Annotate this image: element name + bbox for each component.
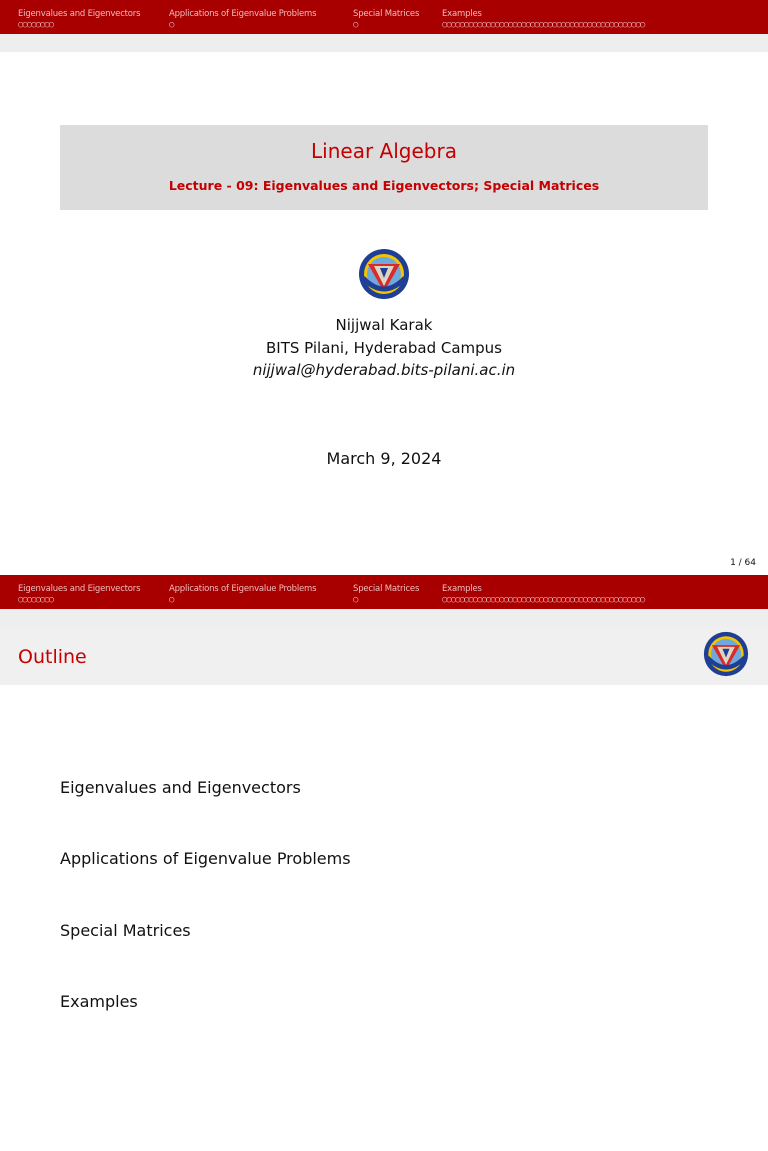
nav-section-label[interactable]: Applications of Eigenvalue Problems bbox=[169, 584, 317, 594]
section-navigation-bar bbox=[0, 0, 768, 34]
title-block bbox=[60, 125, 708, 210]
frame-title: Outline bbox=[18, 646, 87, 668]
nav-frame-dots[interactable]: ○○○○○○○○ bbox=[18, 595, 54, 605]
nav-section-label[interactable]: Examples bbox=[442, 584, 482, 594]
presentation-date: March 9, 2024 bbox=[326, 449, 442, 468]
nav-section-label[interactable]: Eigenvalues and Eigenvectors bbox=[18, 584, 141, 594]
nav-frame-dots[interactable]: ○○○○○○○○○○○○○○○○○○○○○○○○○○○○○○○○○○○○○○○○○○○○○○ bbox=[442, 20, 645, 30]
nav-section-label[interactable]: Special Matrices bbox=[353, 9, 420, 19]
header-subbar bbox=[0, 609, 768, 627]
frame-title-bar bbox=[0, 627, 768, 685]
header-subbar bbox=[0, 34, 768, 52]
nav-frame-dots[interactable]: ○○○○○○○○ bbox=[18, 20, 54, 30]
bits-pilani-logo-icon bbox=[358, 248, 410, 300]
presentation-title: Linear Algebra bbox=[311, 139, 457, 163]
nav-frame-dots[interactable]: ○○○○○○○○○○○○○○○○○○○○○○○○○○○○○○○○○○○○○○○○○○○○○○ bbox=[442, 595, 645, 605]
author-institute: BITS Pilani, Hyderabad Campus bbox=[265, 339, 502, 357]
nav-section-label[interactable]: Applications of Eigenvalue Problems bbox=[169, 9, 317, 19]
page-number: 1 / 64 bbox=[730, 558, 756, 568]
nav-section-label[interactable]: Examples bbox=[442, 9, 482, 19]
outline-item-applications[interactable]: Applications of Eigenvalue Problems bbox=[60, 849, 351, 868]
nav-frame-dots[interactable]: ○ bbox=[353, 595, 358, 605]
section-navigation-bar bbox=[0, 575, 768, 609]
author-email[interactable]: nijjwal@hyderabad.bits-pilani.ac.in bbox=[252, 361, 516, 379]
outline-slide bbox=[0, 575, 768, 1151]
author-name: Nijjwal Karak bbox=[335, 316, 433, 334]
outline-item-special-matrices[interactable]: Special Matrices bbox=[60, 921, 191, 940]
nav-frame-dots[interactable]: ○ bbox=[169, 20, 174, 30]
bits-pilani-logo-icon bbox=[703, 631, 749, 677]
nav-frame-dots[interactable]: ○ bbox=[353, 20, 358, 30]
presentation-subtitle: Lecture - 09: Eigenvalues and Eigenvectors; Special Matrices bbox=[168, 178, 600, 193]
nav-frame-dots[interactable]: ○ bbox=[169, 595, 174, 605]
outline-item-examples[interactable]: Examples bbox=[60, 992, 138, 1011]
nav-section-label[interactable]: Eigenvalues and Eigenvectors bbox=[18, 9, 141, 19]
outline-item-eigenvalues[interactable]: Eigenvalues and Eigenvectors bbox=[60, 778, 301, 797]
nav-section-label[interactable]: Special Matrices bbox=[353, 584, 420, 594]
